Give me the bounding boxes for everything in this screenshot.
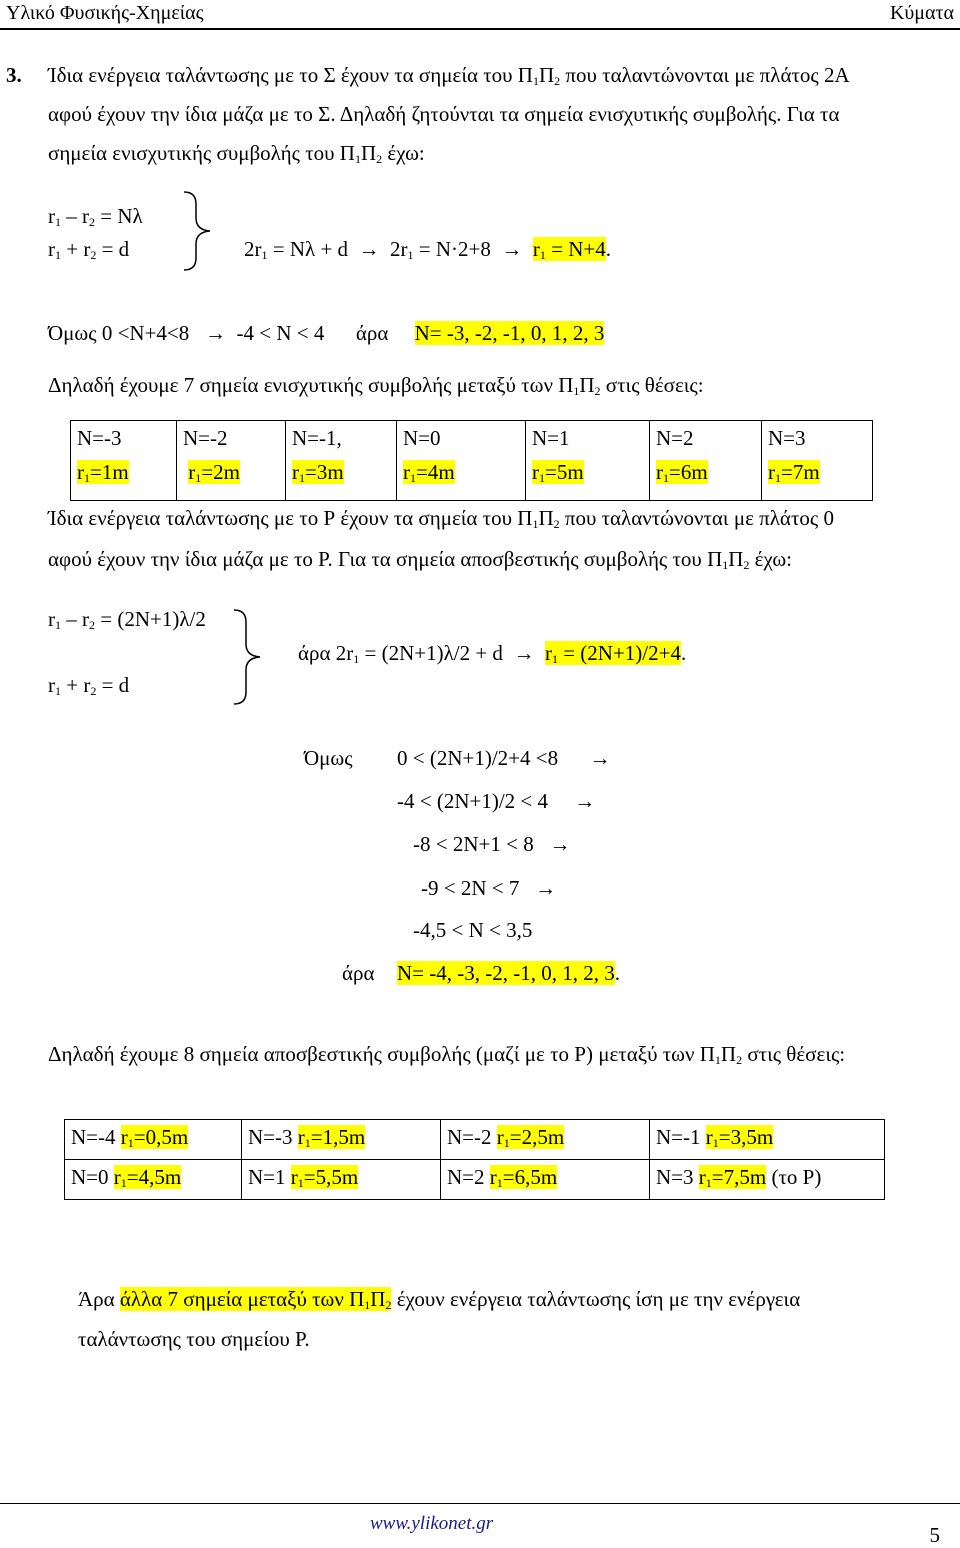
table-cell: Ν=2 $r_1=6m$ (650, 421, 762, 501)
table-cell: Ν=-1 $r_1=3,5m$ (650, 1120, 885, 1160)
arrow-icon: → (496, 237, 528, 261)
ineq2-label: Όμως (304, 746, 353, 770)
item-number: 3. (6, 63, 22, 87)
eq2-line1: $r_1 - r_2 = (2N+1)\lambda/2$ (48, 607, 206, 632)
header-left: Υλικό Φυσικής-Χημείας (6, 2, 204, 24)
sentence-1: Δηλαδή έχουμε 7 σημεία ενισχυτικής συμβολής μεταξύ των $\Pi_1\Pi_2$ στις θέσεις: (48, 373, 704, 398)
arrow-icon: → (353, 237, 385, 261)
arrow-icon: → (194, 321, 232, 345)
p1-line2: αφού έχουν την ίδια μάζα με το Σ. Δηλαδή ζητούνται τα σημεία ενισχυτικής συμβολής. Για τα (48, 102, 840, 126)
sentence-2: Δηλαδή έχουμε 8 σημεία αποσβεστικής συμβολής (μαζί με το Ρ) μεταξύ των $\Pi_1\Pi_2$ στις θέσεις: (48, 1042, 846, 1067)
eq1-derivation: $2r_1 = N\lambda + d \to 2r_1 = N\cdot 2+8 \to r_1 = N+4$. (244, 237, 612, 262)
eq2-derivation: άρα $2r_1 = (2N+1)\lambda/2 + d \to r_1 = (2N+1)/2+4$. (298, 641, 687, 666)
table-cell: Ν=1 $r_1=5,5m$ (242, 1160, 441, 1200)
ineq1-result: Ν= -3, -2, -1, 0, 1, 2, 3 (414, 321, 605, 345)
p1-line3: σημεία ενισχυτικής συμβολής του $\Pi_1\Pi_2$ έχω: (48, 141, 425, 166)
eq1-line2: $r_1 + r_2 = d$ (48, 237, 130, 262)
table-cell: Ν=3 $r_1=7,5m$ (το Ρ) (650, 1160, 885, 1200)
arrow-icon: → (519, 876, 557, 900)
ineq2-step3: -8 < 2Ν+1 < 8 → (413, 832, 571, 856)
p2-line2: αφού έχουν την ίδια μάζα με το Ρ. Για τα σημεία αποσβεστικής συμβολής του $\Pi_1\Pi_2$ έχω: (48, 547, 793, 572)
table-cell: Ν=-4 $r_1=0,5m$ (65, 1120, 242, 1160)
ineq2-step2: -4 < (2Ν+1)/2 < 4 → (397, 789, 596, 813)
table-constructive (70, 420, 873, 501)
table-cell: Ν=-3 $r_1=1m$ (71, 421, 177, 501)
table-cell: Ν=2 $r_1=6,5m$ (441, 1160, 650, 1200)
right-brace-icon (230, 608, 270, 706)
final-line1: Άρα άλλα 7 σημεία μεταξύ των $\Pi_1\Pi_2$ έχουν ενέργεια ταλάντωσης ίση με την ενέργεια (78, 1287, 801, 1312)
table-cell: Ν=-2 $r_1=2m$ (177, 421, 286, 501)
ineq2-ara: άρα (342, 961, 375, 985)
footer-rule (0, 1503, 960, 1504)
footer-url[interactable]: www.ylikonet.gr (370, 1513, 494, 1534)
table-cell: Ν=-2 $r_1=2,5m$ (441, 1120, 650, 1160)
header-right: Κύματα (889, 2, 954, 24)
table-cell: Ν=0 $r_1=4,5m$ (65, 1160, 242, 1200)
final-line2: ταλάντωσης του σημείου Ρ. (78, 1327, 310, 1351)
ineq2-step5: -4,5 < Ν < 3,5 (413, 918, 533, 942)
p1-line1: Ίδια ενέργεια ταλάντωσης με το Σ έχουν τα σημεία του $\Pi_1\Pi_2$ που ταλαντώνονται με πλάτος 2Α (48, 63, 850, 88)
arrow-icon: → (508, 641, 540, 665)
arrow-icon: → (558, 746, 611, 770)
ineq2-step1: 0 < (2Ν+1)/2+4 <8 → (397, 746, 611, 770)
arrow-icon: → (533, 832, 571, 856)
table-destructive (64, 1119, 885, 1200)
table-cell: Ν=1 $r_1=5m$ (526, 421, 650, 501)
eq2-result: $r_1 = (2N+1)/2+4$ (544, 641, 681, 666)
p2-line1: Ίδια ενέργεια ταλάντωσης με το Ρ έχουν τα σημεία του $\Pi_1\Pi_2$ που ταλαντώνονται με πλάτος 0 (48, 506, 834, 531)
right-brace-icon (180, 190, 220, 272)
page-number: 5 (929, 1523, 940, 1547)
eq2-line2: $r_1 + r_2 = d$ (48, 673, 130, 698)
header-rule (0, 28, 960, 30)
ineq1: Όμως 0 <Ν+4<8 → -4 < Ν < 4 άρα Ν= -3, -2, -1, 0, 1, 2, 3 (48, 321, 605, 345)
arrow-icon: → (548, 789, 596, 813)
table-cell: Ν=-3 $r_1=1,5m$ (242, 1120, 441, 1160)
table-cell: Ν=-1, $r_1=3m$ (286, 421, 397, 501)
eq1-result: $r_1 = N+4$ (532, 237, 606, 262)
table-cell: Ν=3 $r_1=7m$ (762, 421, 873, 501)
table-cell: Ν=0 $r_1=4m$ (397, 421, 526, 501)
eq1-line1: $r_1 - r_2 = N\lambda$ (48, 204, 143, 229)
ineq2-step4: -9 < 2Ν < 7 → (421, 876, 557, 900)
ineq2-result: Ν= -4, -3, -2, -1, 0, 1, 2, 3. (397, 961, 620, 985)
